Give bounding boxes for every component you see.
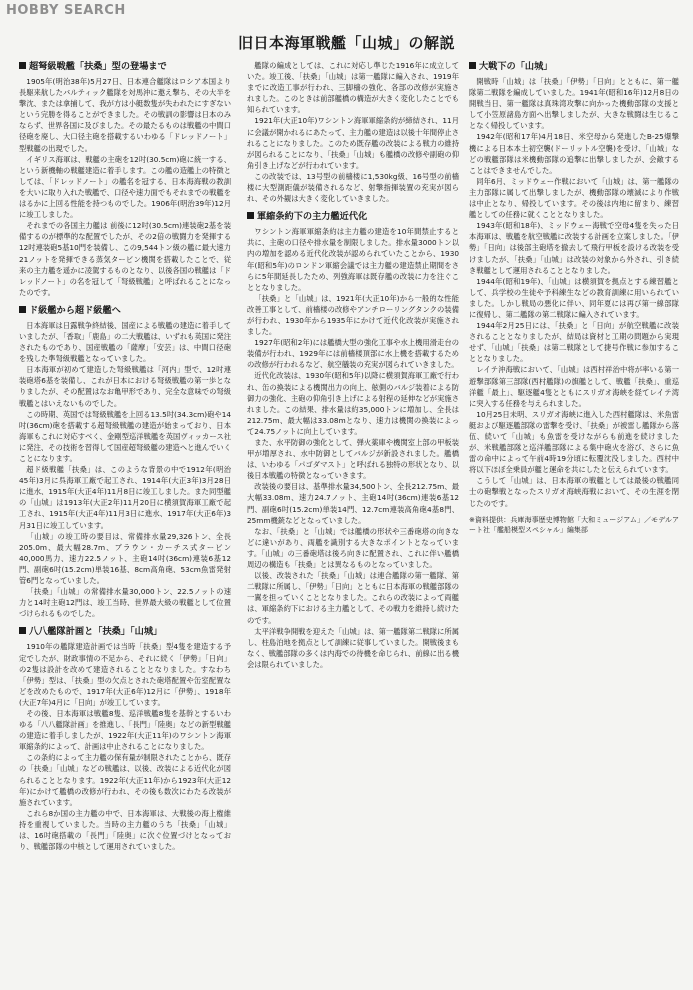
body-paragraph: 「扶桑」と「山城」は、1921年(大正10年)から一般的な性能改善工事として、前檣楼の改修やアンチローリングタンクの装備が行われ、1930年から1935年にかけて近代化改装が実施されました。 [247,293,459,337]
body-paragraph: 艦隊の編成としては、これに対応し準じた1916年に成立していた。竣工後、「扶桑」「山城」は第一艦隊に編入され、1919年までに改造工事が行われ、三脚檣の強化、各部の改修が実施されました。このときは前部艦橋の構造が大きく変化したことでも知られています。 [247,61,459,115]
body-paragraph: 「扶桑」「山城」の常備排水量30,000トン、22.5ノットの速力と14吋主砲12門は、竣工当時、世界最大級の戦艦として位置づけられるものでした。 [19,587,231,619]
body-paragraph: レイテ沖海戦において、「山城」は西村祥治中将が率いる第一遊撃部隊第三部隊(西村艦隊)の旗艦として、戦艦「扶桑」、重巡洋艦「最上」、駆逐艦4隻とともにスリガオ海峡を経てレイテ湾に突入する任務を与えられました。 [469,365,679,408]
page-title: 旧日本海軍戦艦「山城」の解説 [237,34,455,52]
body-paragraph: 1944年2月25日には、「扶桑」と「日向」が航空戦艦に改装されることとなりましたが、結局は資材と工期の問題から実現せず、「山城」「扶桑」は第二戦隊として捷号作戦に参加することとなりました。 [469,321,679,364]
body-paragraph: なお、「扶桑」と「山城」では艦橋の形状や三番砲塔の向きなどに違いがあり、両艦を識別する大きなポイントとなっています。「山城」の三番砲塔は後ろ向きに配置され、これに伴い艦橋周辺の構造も「扶桑」とは異なるものとなっていました。 [247,526,459,570]
column-middle [247,60,459,990]
section-heading [19,304,231,317]
section-heading-text: 大戦下の「山城」 [479,61,553,72]
column-left [19,60,231,990]
body-paragraph: 日本海軍は日露戦争終結後、国産による戦艦の建造に着手していましたが、「香取」「鹿島」の二大戦艦は、いずれも英国に発注されたものであり、国産戦艦の「薩摩」「安芸」は、中間口径砲を残した準弩級戦艦となっていました。 [19,320,231,364]
section-heading-text: 八八艦隊計画と「扶桑」「山城」 [29,626,163,638]
square-bullet-icon [19,627,26,634]
section-heading [469,60,679,73]
section-heading-text: 軍縮条約下の主力艦近代化 [257,211,368,223]
body-paragraph: 日本海軍が初めて建造した弩級戦艦は「河内」型で、12吋連装砲塔6基を装備し、これが日本における弩級戦艦の第一歩となりましたが、その配置はなお亀甲形であり、完全な意味での弩級戦艦とはいえないものでした。 [19,365,231,408]
section-heading [247,210,459,223]
square-bullet-icon [247,212,254,219]
body-paragraph: ワシントン海軍軍縮条約は主力艦の建造を10年間禁止すると共に、主砲の口径や排水量を制限しました。排水量3000トン以内の増加を認める近代化改装が認められていたことから、1930年(昭和5年)のロンドン軍縮会議では主力艦の建造禁止期間をさらに5年間延長したため、列強海軍は既存艦の改装に力を注ぐこととなりました。 [247,227,459,292]
column-right [469,60,679,990]
square-bullet-icon [19,62,26,69]
body-paragraph: 改装後の要目は、基準排水量34,500トン、全長212.75m、最大幅33.08m、速力24.7ノット、主砲14吋(36cm)連装6基12門、副砲6吋(15.2cm)単装14門、12.7cm連装高角砲4基8門、25mm機銃などとなっていました。 [247,482,459,525]
body-paragraph: 1943年(昭和18年)、ミッドウェー海戦で空母4隻を失った日本海軍は、戦艦を航空戦艦に改装する計画を立案しました。「伊勢」「日向」は後部主砲塔を撤去して飛行甲板を設ける改装を受けましたが、「扶桑」「山城」は改装の対象から外され、引き続き戦艦として運用されることとなりました。 [469,221,679,275]
body-paragraph: 以後、改装された「扶桑」「山城」は連合艦隊の第一艦隊、第二戦隊に所属し、「伊勢」「日向」とともに日本海軍の戦艦部隊の一翼を担っていくこととなりました。これらの改装によって両艦は、軍縮条約下における主力艦として、その戦力を維持し続けたのです。 [247,571,459,625]
body-paragraph: 10月25日未明、スリガオ海峡に進入した西村艦隊は、米魚雷艇および駆逐艦部隊の雷撃を受け、「扶桑」が被雷し艦隊から落伍、続いて「山城」も魚雷を受けながらも前進を続けましたが、米戦艦部隊と巡洋艦部隊による集中砲火を浴び、さらに魚雷の命中によって午前4時19分頃に転覆沈没しました。西村中将以下ほぼ全乗員が艦と運命を共にしたと伝えられています。 [469,409,679,475]
body-paragraph: イギリス海軍は、戦艦の主砲を12吋(30.5cm)砲に統一する、という新機軸の戦艦建造に着手します。この艦の造艦上の特徴としては、「ドレッドノート」の艦名を冠する、日本海海戦の教訓を大いに取り入れた戦艦で、口径や速力面でもそれまでの戦艦をはるかに上回る性能を持つものでした。1906年(明治39年)12月に竣工しました。 [19,154,231,220]
body-paragraph: 1921年(大正10年)ワシントン海軍軍縮条約が締結され、11月に会議が開かれるにあたって、主力艦の建造は以後十年間停止されることになりました。このため既存艦の改装による戦力の維持が図られることになり、「扶桑」「山城」も艦橋の改修や副砲の仰角引き上げなどが行われています。 [247,116,459,170]
article-section [19,304,231,620]
body-paragraph: この条約によって主力艦の保有量が制限されたことから、既存の「扶桑」「山城」などの戦艦は、以後、改装による近代化が図られることとなります。1922年(大正11年)から1923年(大正12年)にかけて艦橋の改修が行われ、その後も数次にわたる改装が施されています。 [19,753,231,807]
square-bullet-icon [19,306,26,313]
section-heading [19,625,231,638]
body-paragraph: こうして「山城」は、日本海軍の戦艦としては最後の戦艦同士の砲撃戦となったスリガオ海峡海戦において、その生涯を閉じたのです。 [469,476,679,508]
article-section [247,60,459,204]
title-bar [0,32,693,53]
section-heading [19,60,231,73]
body-paragraph: 1927年(昭和2年)には艦橋大型の強化工事や水上機用滑走台の装備が行われ、1929年には前檣楼頂部に水上機を搭載するための改修が行われるなど、航空艤装の充実が図られていきました。 [247,338,459,370]
body-paragraph: 近代化改装は、1930年(昭和5年)以降に横須賀海軍工廠で行われ、缶の換装による機関出力の向上、舷側のバルジ装着による防御力の強化、主砲の仰角引き上げによる射程の延伸などが実施されました。この結果、排水量は約35,000トンに増加し、全長は212.75m、最大幅は33.08mとなり、速力は機関の換装によって24.75ノットに向上しています。 [247,371,459,436]
body-paragraph: 開戦時「山城」は「扶桑」「伊勢」「日向」とともに、第一艦隊第二戦隊を編成していました。1941年(昭和16年)12月8日の開戦当日、第一艦隊は真珠湾攻撃に向かった機動部隊の支援として小笠原諸島方面へ出撃しましたが、大きな戦闘は生じることなく帰投しています。 [469,77,679,131]
section-heading-text: ド級艦から超ド級艦へ [29,304,121,316]
body-paragraph: 1944年(昭和19年)、「山城」は横須賀を拠点とする練習艦として、兵学校の生徒や予科練生などの教育訓練に用いられていました。しかし戦局の悪化に伴い、同年夏には再び第一線部隊に復帰し、第二艦隊の第二戦隊に編入されています。 [469,276,679,319]
article-section [247,210,459,670]
body-paragraph: それまでの各国主力艦は 前後に12吋(30.5cm)連装砲2基を装備するのが標準的な配置でしたが、その2倍の戦闘力を発揮する12吋連装砲5基10門を装備し、この9,544トン級の艦に最大速力21ノットを発揮できる蒸気タービン機関を搭載したことで、従来の主力艦を遥かに凌駕するものとなり、以後各国の戦艦は「ドレッドノート」の名を冠して「弩級戦艦」と呼ばれることになったのです。 [19,221,231,297]
body-paragraph: 1910年の艦隊建造計画では当時「扶桑」型4隻を建造する予定でしたが、財政事情の不足から、それに続く「伊勢」「日向」の2隻は設計を改めて建造されることとなりました。すなわち「伊勢」型は、「扶桑」型の欠点とされた砲塔配置や缶室配置などを改めたもので、1917年(大正6年)12月に「伊勢」、1918年(大正7年)4月に「日向」が竣工しています。 [19,642,231,707]
body-paragraph: これら8か国の主力艦の中で、日本海軍は、大戦後の海上権維持を重視していました。当時の主力艦のうち「扶桑」「山城」は、16吋砲搭載の「長門」「陸奥」に次ぐ位置づけとなっており、戦艦部隊の中核として運用されていました。 [19,808,231,852]
body-paragraph: 超ド級戦艦「扶桑」は、このような背景の中で1912年(明治45年)3月に呉海軍工廠で起工され、1914年(大正3年)3月28日に進水、1915年(大正4年)11月8日に竣工しました。また同型艦の「山城」は1913年(大正2年)11月20日に横須賀海軍工廠で起工され、1915年(大正4年)11月3日に進水、1917年(大正6年)3月31日に竣工しています。 [19,465,231,530]
body-paragraph: この時期、英国では弩級戦艦を上回る13.5吋(34.3cm)砲や14吋(36cm)砲を搭載する超弩級戦艦の建造が始まっており、日本海軍もこれに対応すべく、金剛型巡洋戦艦を英国ヴィッカース社に発注、その技術を習得して国産超弩級艦の建造へと進んでいくことになります。 [19,409,231,463]
square-bullet-icon [469,62,476,69]
body-paragraph: この改装では、13号型の前檣楼に1,530kg級、16号型の前檣楼に大型測距儀が装備されるなど、射撃指揮装置の充実が図られ、その外観は大きく変化していきました。 [247,171,459,204]
section-heading-text: 超弩級戦艦「扶桑」型の登場まで [29,61,167,72]
body-paragraph: また、水平防御の強化として、弾火薬庫や機関室上部の甲板装甲が増厚され、水中防御としてバルジが新設されました。艦橋は、いわゆる「パゴダマスト」と呼ばれる独特の形状となり、以後日本戦艦の特徴となっていきます。 [247,438,459,481]
article-section [469,60,679,509]
article-section [19,60,231,298]
article-section [19,625,231,852]
body-paragraph: 1942年(昭和17年)4月18日、米空母から発進したB-25爆撃機による日本本土初空襲(ドーリットル空襲)を受け、「山城」などの戦艦部隊は米機動部隊の追撃に出撃しましたが、会敵することはできませんでした。 [469,132,679,175]
hobby-search-logo: HOBBY SEARCH [6,3,126,18]
body-paragraph: 太平洋戦争開戦を迎えた「山城」は、第一艦隊第二戦隊に所属し、柱島泊地を拠点として訓練に従事していました。開戦後まもなく、戦艦部隊の多くは内海での待機を命じられ、前線に出る機会は限られていました。 [247,626,459,669]
body-paragraph: 1905年(明治38年)5月27日、日本連合艦隊はロシア本国より長駆来航したバルティック艦隊を対馬沖に邀え撃ち、その大半を撃沈、または拿捕して、我が方は小艇数隻が失われたにすぎないという完勝を得ることができました。その戦訓の影響は日本のみならず、世界各国に及びました。その最たるものは戦艦の中間口径砲を廃し、大口径主砲を搭載するいわゆる「ドレッドノート」型戦艦の出現でした。 [19,77,231,153]
body-paragraph: 同年6月、ミッドウェー作戦において「山城」は、第一艦隊の主力部隊に属して出撃しましたが、機動部隊の壊滅により作戦は中止となり、帰投しています。その後は内地に留まり、練習艦としての任務に就くこととなりました。 [469,176,679,220]
body-paragraph: 「山城」の竣工時の要目は、常備排水量29,326トン、全長205.0m、最大幅28.7m、ブラウン・カーチス式タービン40,000馬力、速力22.5ノット、主砲14吋(36cm)連装6基12門、副砲6吋(15.2cm)単装16基、8cm高角砲、53cm魚雷発射管6門となっていました。 [19,531,231,586]
watermark-logo [6,3,126,18]
body-paragraph: その後、日本海軍は戦艦8隻、巡洋戦艦8隻を基幹とするいわゆる「八八艦隊計画」を推進し、「長門」「陸奥」などの新型戦艦の建造に着手しましたが、1922年(大正11年)のワシントン海軍軍縮条約によって、計画は中止されることになりました。 [19,708,231,752]
source-credit: ※資料提供：兵庫海事歴史博物館「大和ミュージアム」／モデルアート社「艦船模型スペシャル」編集部 [469,515,679,535]
